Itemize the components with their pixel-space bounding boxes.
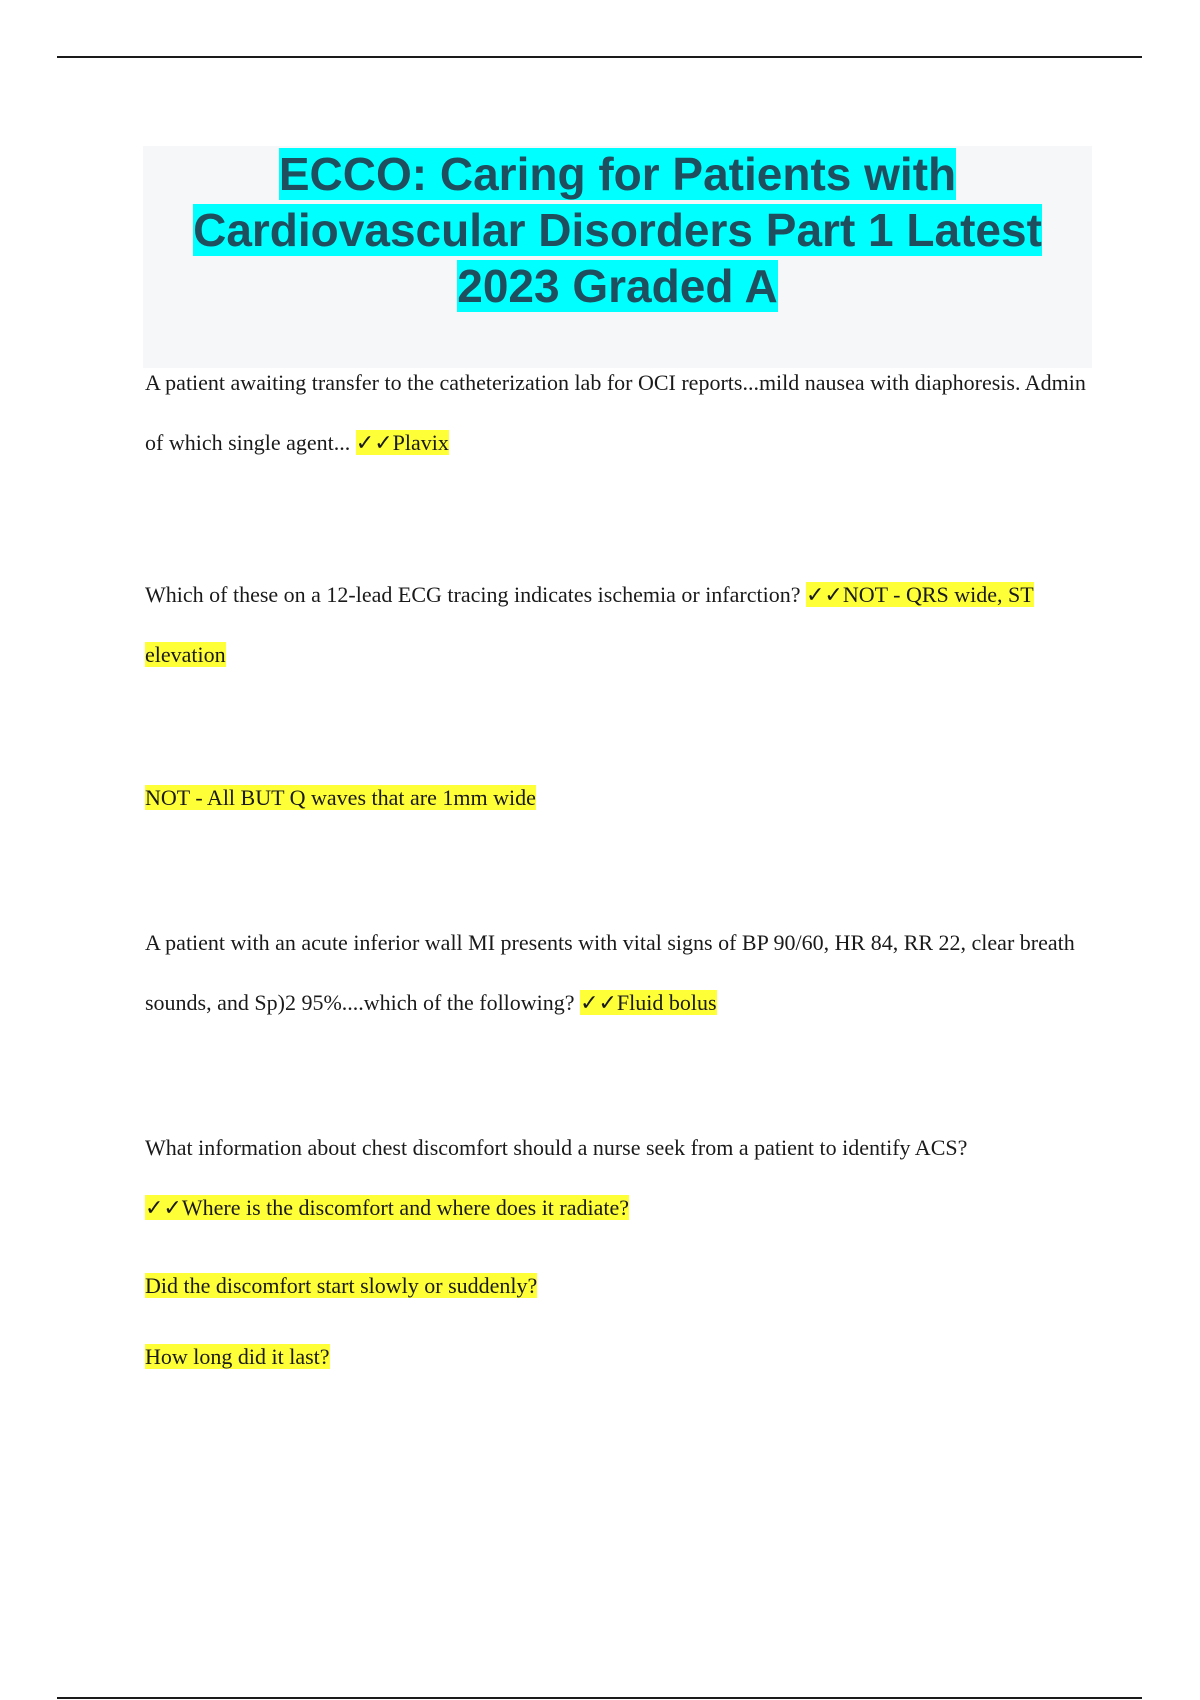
answer-4-line-3 — [145, 1342, 330, 1372]
answer-2: ✓✓NOT - QRS wide, ST elevation — [145, 582, 1034, 667]
answer-1: ✓✓Plavix — [355, 430, 449, 455]
answer-4-line-1 — [145, 1193, 629, 1223]
question-2: Which of these on a 12-lead ECG tracing indicates ischemia or infarction? — [145, 582, 801, 607]
answer-4-line-3-text: How long did it last? — [145, 1344, 330, 1369]
answer-4-line-2 — [145, 1271, 537, 1301]
answer-4-line-2-text: Did the discomfort start slowly or suddenly? — [145, 1273, 538, 1298]
title-line-3: 2023 Graded A — [457, 260, 778, 312]
title-block — [143, 146, 1092, 368]
bottom-rule — [57, 1697, 1142, 1699]
question-3: A patient with an acute inferior wall MI presents with vital signs of BP 90/60, HR 84, RR 22, clear breath sounds, and Sp)2 95%....which of the following? — [145, 930, 1075, 1015]
question-1: A patient awaiting transfer to the catheterization lab for OCI reports...mild nausea with diaphoresis. Admin of which single agent... — [145, 370, 1086, 455]
title-line-2: Cardiovascular Disorders Part 1 Latest — [193, 204, 1042, 256]
document-title — [143, 146, 1092, 314]
qa-item-2-extra — [145, 783, 536, 813]
title-line-1: ECCO: Caring for Patients with — [278, 148, 957, 200]
qa-item-1 — [145, 353, 1105, 473]
qa-item-2 — [145, 565, 1105, 685]
answer-2-extra: NOT - All BUT Q waves that are 1mm wide — [145, 785, 536, 810]
top-rule — [57, 56, 1142, 58]
answer-4-line-1-text: ✓✓Where is the discomfort and where does it radiate? — [145, 1195, 630, 1220]
answer-3: ✓✓Fluid bolus — [580, 990, 717, 1015]
qa-item-3 — [145, 913, 1105, 1033]
question-4: What information about chest discomfort should a nurse seek from a patient to identify ACS? — [145, 1135, 968, 1160]
